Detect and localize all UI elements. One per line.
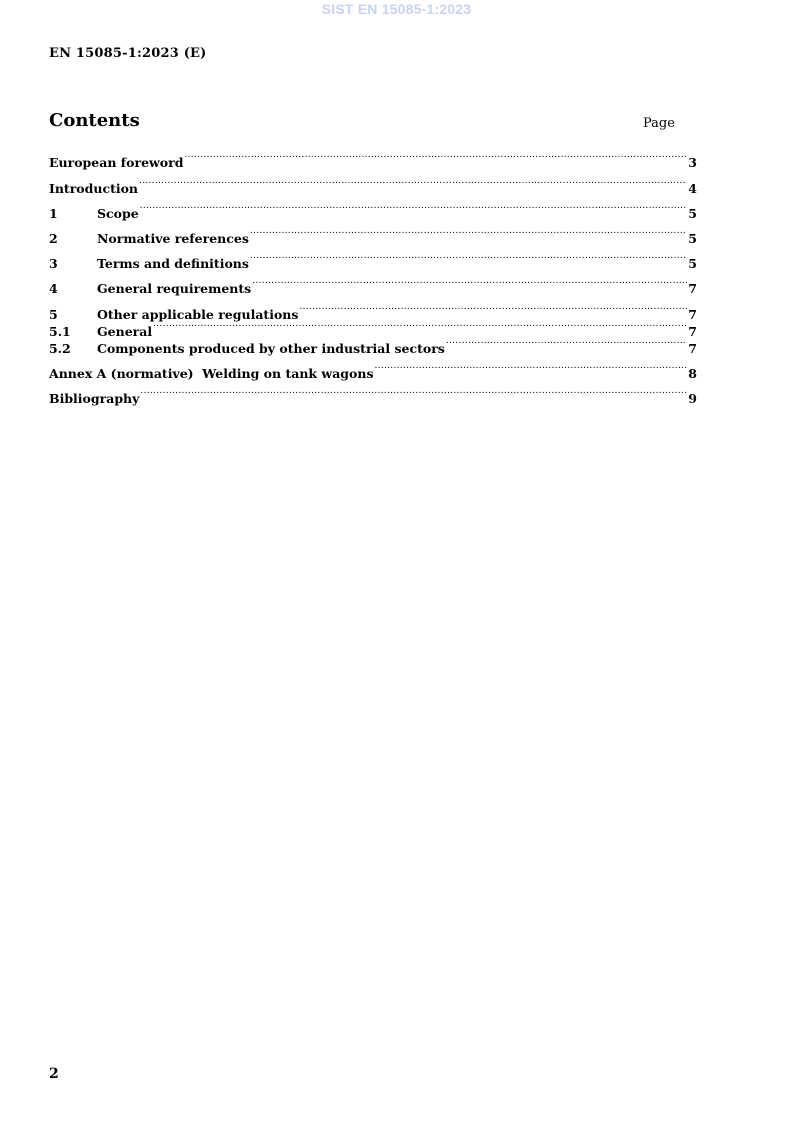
- toc-dot-leader: [140, 204, 688, 218]
- toc-entry-page: 4: [688, 181, 697, 196]
- toc-entry-page: 7: [688, 324, 697, 339]
- toc-entry-page: 9: [688, 391, 697, 406]
- toc-entry-page: 5: [688, 256, 697, 271]
- toc-entry-title: General: [97, 324, 153, 339]
- toc-entry-title: European foreword: [49, 155, 184, 170]
- toc-entry-number: 5.2: [49, 341, 71, 356]
- toc-entry-title: Annex A (normative) Welding on tank wagons: [49, 366, 374, 381]
- contents-heading: Contents: [49, 110, 140, 131]
- toc-entry-title: Normative references: [97, 231, 249, 246]
- toc-dot-leader: [299, 305, 687, 319]
- toc-entry-title: Terms and definitions: [97, 256, 249, 271]
- document-id: EN 15085-1:2023 (E): [49, 46, 207, 61]
- toc-entry-other-applicable-regulations[interactable]: [49, 305, 697, 321]
- toc-entry-number: 5: [49, 307, 58, 322]
- toc-entry-number: 4: [49, 281, 58, 296]
- toc-entry-components-produced[interactable]: [49, 339, 697, 355]
- toc-entry-introduction[interactable]: [49, 179, 697, 195]
- toc-entry-bibliography[interactable]: [49, 389, 697, 405]
- toc-dot-leader: [375, 364, 688, 378]
- toc-entry-title: Bibliography: [49, 391, 140, 406]
- toc-entry-scope[interactable]: [49, 204, 697, 220]
- toc-entry-number: 2: [49, 231, 58, 246]
- toc-entry-european-foreword[interactable]: [49, 153, 697, 169]
- toc-dot-leader: [252, 279, 687, 293]
- toc-entry-number: 3: [49, 256, 58, 271]
- toc-entry-page: 8: [688, 366, 697, 381]
- toc-entry-page: 7: [688, 307, 697, 322]
- toc-entry-title: Introduction: [49, 181, 139, 196]
- toc-entry-title: Components produced by other industrial sectors: [97, 341, 445, 356]
- toc-entry-terms-and-definitions[interactable]: [49, 254, 697, 270]
- toc-entry-normative-references[interactable]: [49, 229, 697, 245]
- toc-entry-page: 5: [688, 231, 697, 246]
- toc-dot-leader: [250, 254, 687, 268]
- toc-dot-leader: [139, 179, 687, 193]
- toc-entry-title: General requirements: [97, 281, 252, 296]
- watermark-text: SIST EN 15085-1:2023: [321, 1, 472, 17]
- page-column-label: Page: [643, 116, 675, 131]
- toc-entry-page: 3: [688, 155, 697, 170]
- toc-dot-leader: [446, 339, 687, 353]
- toc-dot-leader: [140, 389, 687, 403]
- toc-entry-page: 7: [688, 281, 697, 296]
- toc-dot-leader: [250, 229, 687, 243]
- toc-entry-number: 5.1: [49, 324, 71, 339]
- toc-entry-annex-a[interactable]: [49, 364, 697, 380]
- toc-entry-number: 1: [49, 206, 58, 221]
- toc-entry-title: Scope: [97, 206, 139, 221]
- page-number: 2: [49, 1066, 59, 1082]
- toc-dot-leader: [184, 153, 687, 167]
- toc-entry-general-requirements[interactable]: [49, 279, 697, 295]
- toc-entry-title: Other applicable regulations: [97, 307, 299, 322]
- toc-dot-leader: [153, 322, 687, 336]
- toc-entry-page: 7: [688, 341, 697, 356]
- toc-entry-general[interactable]: [49, 322, 697, 338]
- toc-entry-page: 5: [688, 206, 697, 221]
